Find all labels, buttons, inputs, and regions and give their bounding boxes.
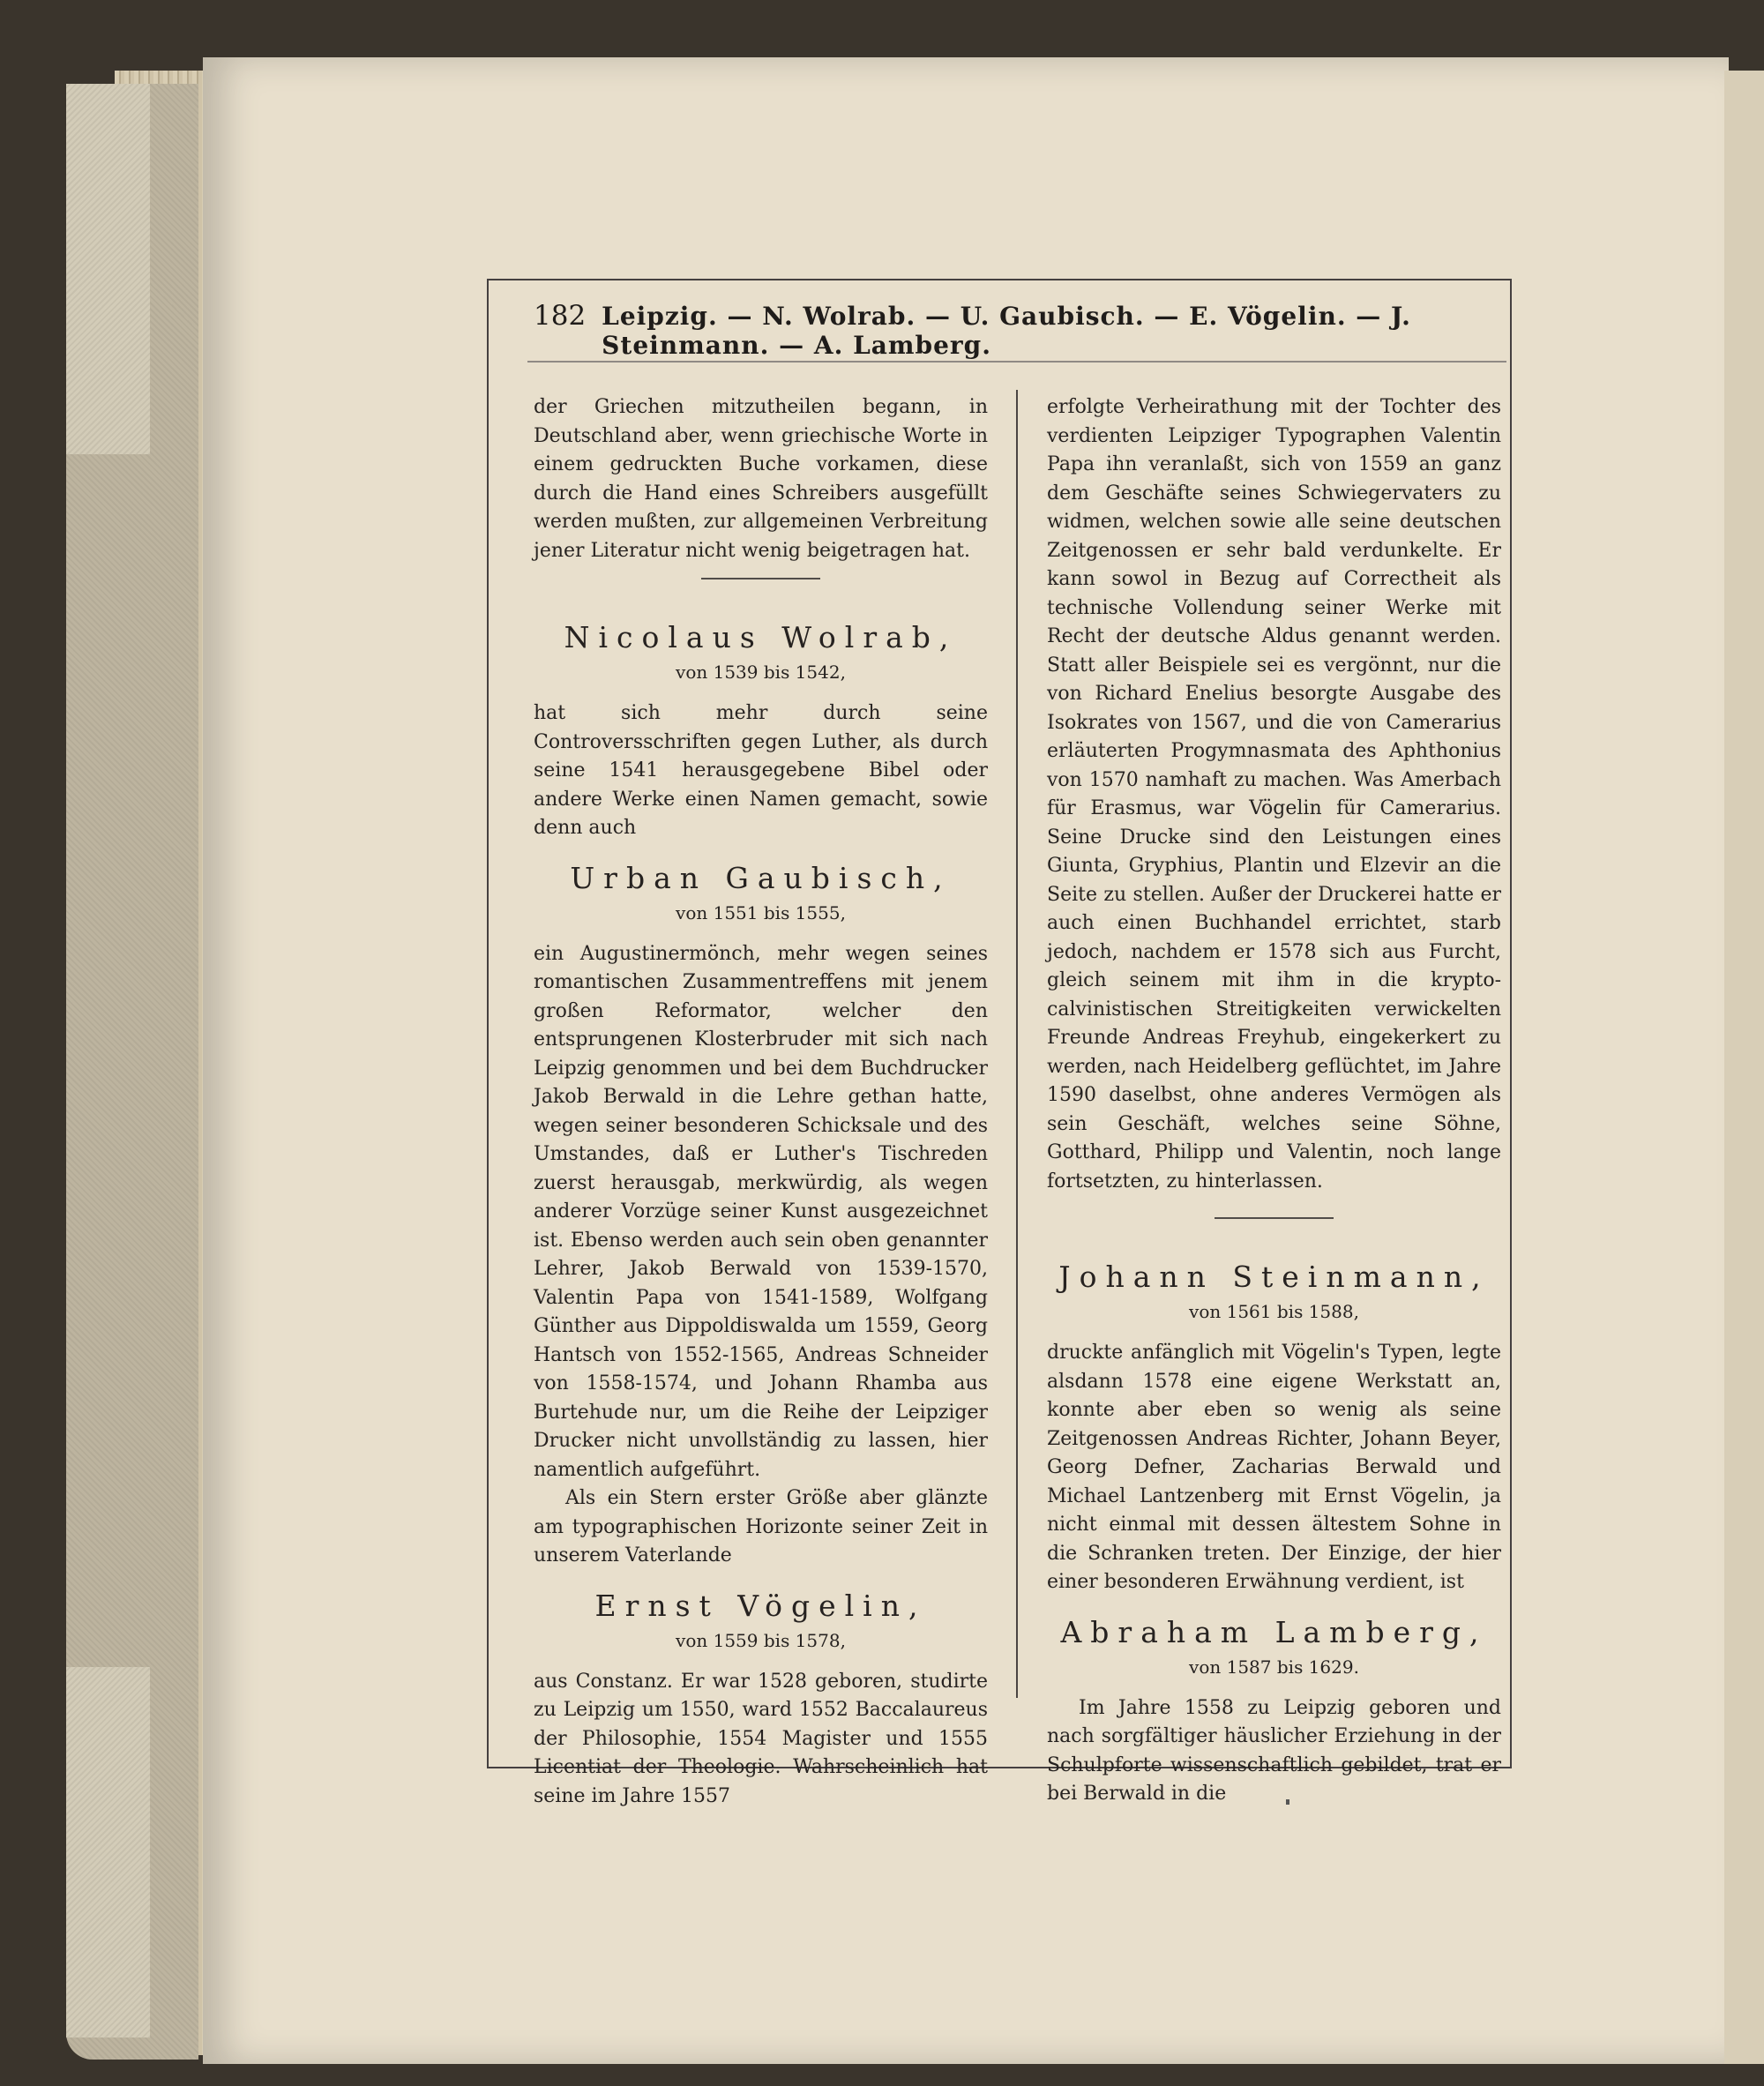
heading-steinmann: Johann Steinmann,: [1058, 1260, 1490, 1294]
text-wolrab: hat sich mehr durch seine Controversschriften gegen Luther, als durch seine 1541 herausgegebene Bibel oder andere Werke einen Namen gemacht, sowie denn auch: [534, 702, 988, 839]
dates-wolrab: von 1539 bis 1542,: [676, 662, 846, 683]
facing-page-edge: [1724, 71, 1764, 2064]
header-rule: [527, 361, 1506, 363]
text-voegelin: aus Constanz. Er war 1528 geboren, studirte zu Leipzig um 1550, ward 1552 Baccalaureus der Philosophie, 1554 Magister und 1555 Licentiat der Theologie. Wahrscheinlich hat seine im Jahre 1557: [534, 1670, 988, 1807]
left-column: [534, 393, 988, 1811]
dates-lamberg: von 1587 bis 1629.: [1189, 1656, 1359, 1678]
text-lamberg: Im Jahre 1558 zu Leipzig geboren und nach sorgfältiger häuslicher Erziehung in der Schulpforte wissenschaftlich gebildet, trat er bei Berwald in die: [1047, 1696, 1501, 1805]
text-gaubisch-2: Als ein Stern erster Größe aber glänzte am typographischen Horizonte seiner Zeit in unserem Vaterlande: [534, 1487, 988, 1566]
paper-speck: [1286, 1799, 1289, 1805]
dates-gaubisch: von 1551 bis 1555,: [676, 901, 846, 923]
column-divider: [1016, 390, 1018, 1698]
opening-paragraph: der Griechen mitzutheilen begann, in Deutschland aber, wenn griechische Worte in einem gedruckten Buche vorkamen, diese durch die Hand eines Schreibers ausgefüllt werden mußten, zur allgemeinen Verbreitung jener Literatur nicht wenig beigetragen hat.: [534, 396, 988, 562]
heading-wolrab: Nicolaus Wolrab,: [564, 620, 958, 654]
running-header: [534, 300, 1504, 360]
running-title: Leipzig. — N. Wolrab. — U. Gaubisch. — E. Vögelin. — J. Steinmann. — A. Lamberg.: [602, 302, 1411, 360]
text-steinmann: druckte anfänglich mit Vögelin's Typen, legte alsdann 1578 eine eigene Werkstatt an, konnte aber eben so wenig als seine Zeitgenossen Andreas Richter, Johann Beyer, Georg Defner, Zacharias Berwald und Michael Lantzenberg mit Ernst Vögelin, ja nicht einmal mit dessen ältestem Sohne in die Schranken treten. Der Einzige, der hier einer besonderen Erwähnung verdient, ist: [1047, 1342, 1501, 1593]
dates-steinmann: von 1561 bis 1588,: [1189, 1301, 1359, 1322]
heading-voegelin: Ernst Vögelin,: [594, 1588, 927, 1623]
cover-corner-bottom: [66, 1667, 150, 2037]
text-voegelin-continued: erfolgte Verheirathung mit der Tochter des verdienten Leipziger Typographen Valentin Papa ihn veranlaßt, sich von 1559 an ganz dem Geschäfte seines Schwiegervaters zu widmen, welchen sowie alle seine deutschen Zeitgenossen er sehr bald verdunkelte. Er kann sowol in Bezug auf Correctheit als technische Vollendung seiner Werke mit Recht der deutsche Aldus genannt werden. Statt aller Beispiele sei es vergönnt, nur die von Richard Enelius besorgte Ausgabe des Isokrates von 1567, und die von Camerarius erläuterten Progymnasmata des Aphthonius von 1570 namhaft zu machen. Was Amerbach für Erasmus, war Vögelin für Camerarius. Seine Drucke sind den Leistungen eines Giunta, Gryphius, Plantin und Elzevir an die Seite zu stellen. Außer der Druckerei hatte er auch einen Buchhandel errichtet, starb jedoch, nachdem er 1578 sich aus Furcht, gleich seinem mit ihm in die krypto-calvinistischen Streitigkeiten verwickelten Freunde Andreas Freyhub, eingekerkert zu werden, nach Heidelberg geflüchtet, im Jahre 1590 daselbst, ohne anderes Vermögen als sein Geschäft, welches seine Söhne, Gotthard, Philipp und Valentin, noch lange fortsetzten, zu hinterlassen.: [1047, 396, 1501, 1193]
cover-corner-top: [66, 84, 150, 454]
dates-voegelin: von 1559 bis 1578,: [676, 1629, 846, 1651]
section-divider: [701, 578, 820, 579]
section-divider: [1215, 1217, 1334, 1219]
page-number: 182: [534, 300, 587, 332]
heading-gaubisch: Urban Gaubisch,: [570, 860, 952, 895]
right-column: [1047, 393, 1501, 1809]
text-gaubisch: ein Augustinermönch, mehr wegen seines romantischen Zusammentreffens mit jenem großen Reformator, welcher den entsprungenen Klosterbruder mit sich nach Leipzig genommen und bei dem Buchdrucker Jakob Berwald in die Lehre gethan hatte, wegen seiner besonderen Schicksale und des Umstandes, daß er Luther's Tischreden zuerst herausgab, merkwürdig, als wegen anderer Vorzüge seiner Kunst ausgezeichnet ist. Ebenso werden auch sein oben genannter Lehrer, Jakob Berwald von 1539-1570, Valentin Papa von 1541-1589, Wolfgang Günther aus Dippoldiswalda um 1559, Georg Hantsch von 1552-1565, Andreas Schneider von 1558-1574, und Johann Rhamba aus Burtehude nur, um die Reihe der Leipziger Drucker nicht unvollständig zu lassen, hier namentlich aufgeführt.: [534, 942, 988, 1481]
heading-lamberg: Abraham Lamberg,: [1060, 1614, 1488, 1649]
